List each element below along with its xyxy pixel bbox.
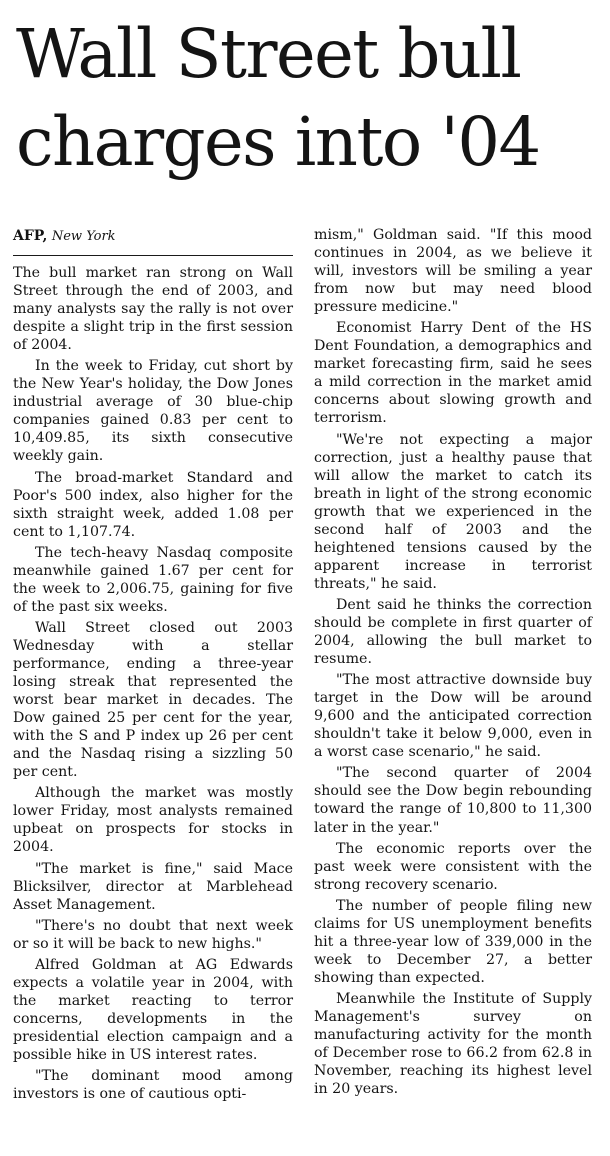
article-paragraph: "The most attractive downside buy target in the Dow will be around 9,600 and the anticipated correction shouldn't take it below 9,000, even in a worst case scenario," he said. [314, 672, 592, 761]
article-paragraph: The number of people filing new claims for US unemployment benefits hit a three-year low of 339,000 in the week to December 27, a better showing than expected. [314, 897, 592, 986]
article-paragraph: Although the market was mostly lower Friday, most analysts remained upbeat on prospects for stocks in 2004. [13, 785, 293, 856]
headline [16, 10, 601, 186]
article-column-right [314, 226, 592, 1101]
article-paragraph: The bull market ran strong on Wall Street through the end of 2003, and many analysts say the rally is not over despite a slight trip in the first session of 2004. [13, 265, 293, 354]
article-paragraph: The tech-heavy Nasdaq composite meanwhile gained 1.67 per cent for the week to 2,006.75, gaining for five of the past six weeks. [13, 544, 293, 615]
article-column-left [13, 226, 293, 1106]
byline [13, 226, 293, 256]
article-paragraph: mism," Goldman said. "If this mood continues in 2004, as we believe it will, investors will be smiling a year from now but may need blood pressure medicine." [314, 227, 592, 316]
byline-dateline: New York [51, 229, 116, 244]
article-paragraph: "We're not expecting a major correction, just a healthy pause that will allow the market to catch its breath in light of the strong economic growth that we experienced in the second half of 2003 and the heightened tensions caused by the apparent increase in terrorist threats," he said. [314, 431, 592, 592]
article-paragraph: Wall Street closed out 2003 Wednesday with a stellar performance, ending a three-year losing streak that represented the worst bear market in decades. The Dow gained 25 per cent for the year, with the S and P index up 26 per cent and the Nasdaq rising a sizzling 50 per cent. [13, 619, 293, 781]
article-paragraph: Dent said he thinks the correction should be complete in first quarter of 2004, allowing the bull market to resume. [314, 596, 592, 668]
article-paragraph: Economist Harry Dent of the HS Dent Foundation, a demographics and market forecasting firm, said he sees a mild correction in the market amid concerns about slowing growth and terrorism. [314, 320, 592, 427]
article-paragraph: Meanwhile the Institute of Supply Management's survey on manufacturing activity for the month of December rose to 66.2 from 62.8 in November, reaching its highest level in 20 years. [314, 990, 592, 1098]
article-paragraph: "The second quarter of 2004 should see the Dow begin rebounding toward the range of 10,800 to 11,300 later in the year." [314, 765, 592, 836]
article-paragraph: The broad-market Standard and Poor's 500 index, also higher for the sixth straight week, added 1.08 per cent to 1,107.74. [13, 469, 293, 540]
article-paragraph: Alfred Goldman at AG Edwards expects a volatile year in 2004, with the market reacting to terror concerns, developments in the presidential election campaign and a possible hike in US interest rates. [13, 956, 293, 1063]
headline-line-2: charges into '04 [16, 103, 540, 181]
byline-agency: AFP, [13, 228, 48, 244]
article-paragraph: "The dominant mood among investors is one of cautious opti- [13, 1068, 293, 1103]
headline-line-1: Wall Street bull [16, 15, 521, 93]
article-paragraph: In the week to Friday, cut short by the New Year's holiday, the Dow Jones industrial average of 30 blue-chip companies gained 0.83 per cent to 10,409.85, its sixth consecutive weekly gain. [13, 358, 293, 465]
article-paragraph: "There's no doubt that next week or so it will be back to new highs." [13, 917, 293, 952]
article-paragraph: "The market is fine," said Mace Blicksilver, director at Marblehead Asset Management. [13, 860, 293, 913]
article-paragraph: The economic reports over the past week were consistent with the strong recovery scenario. [314, 840, 592, 893]
